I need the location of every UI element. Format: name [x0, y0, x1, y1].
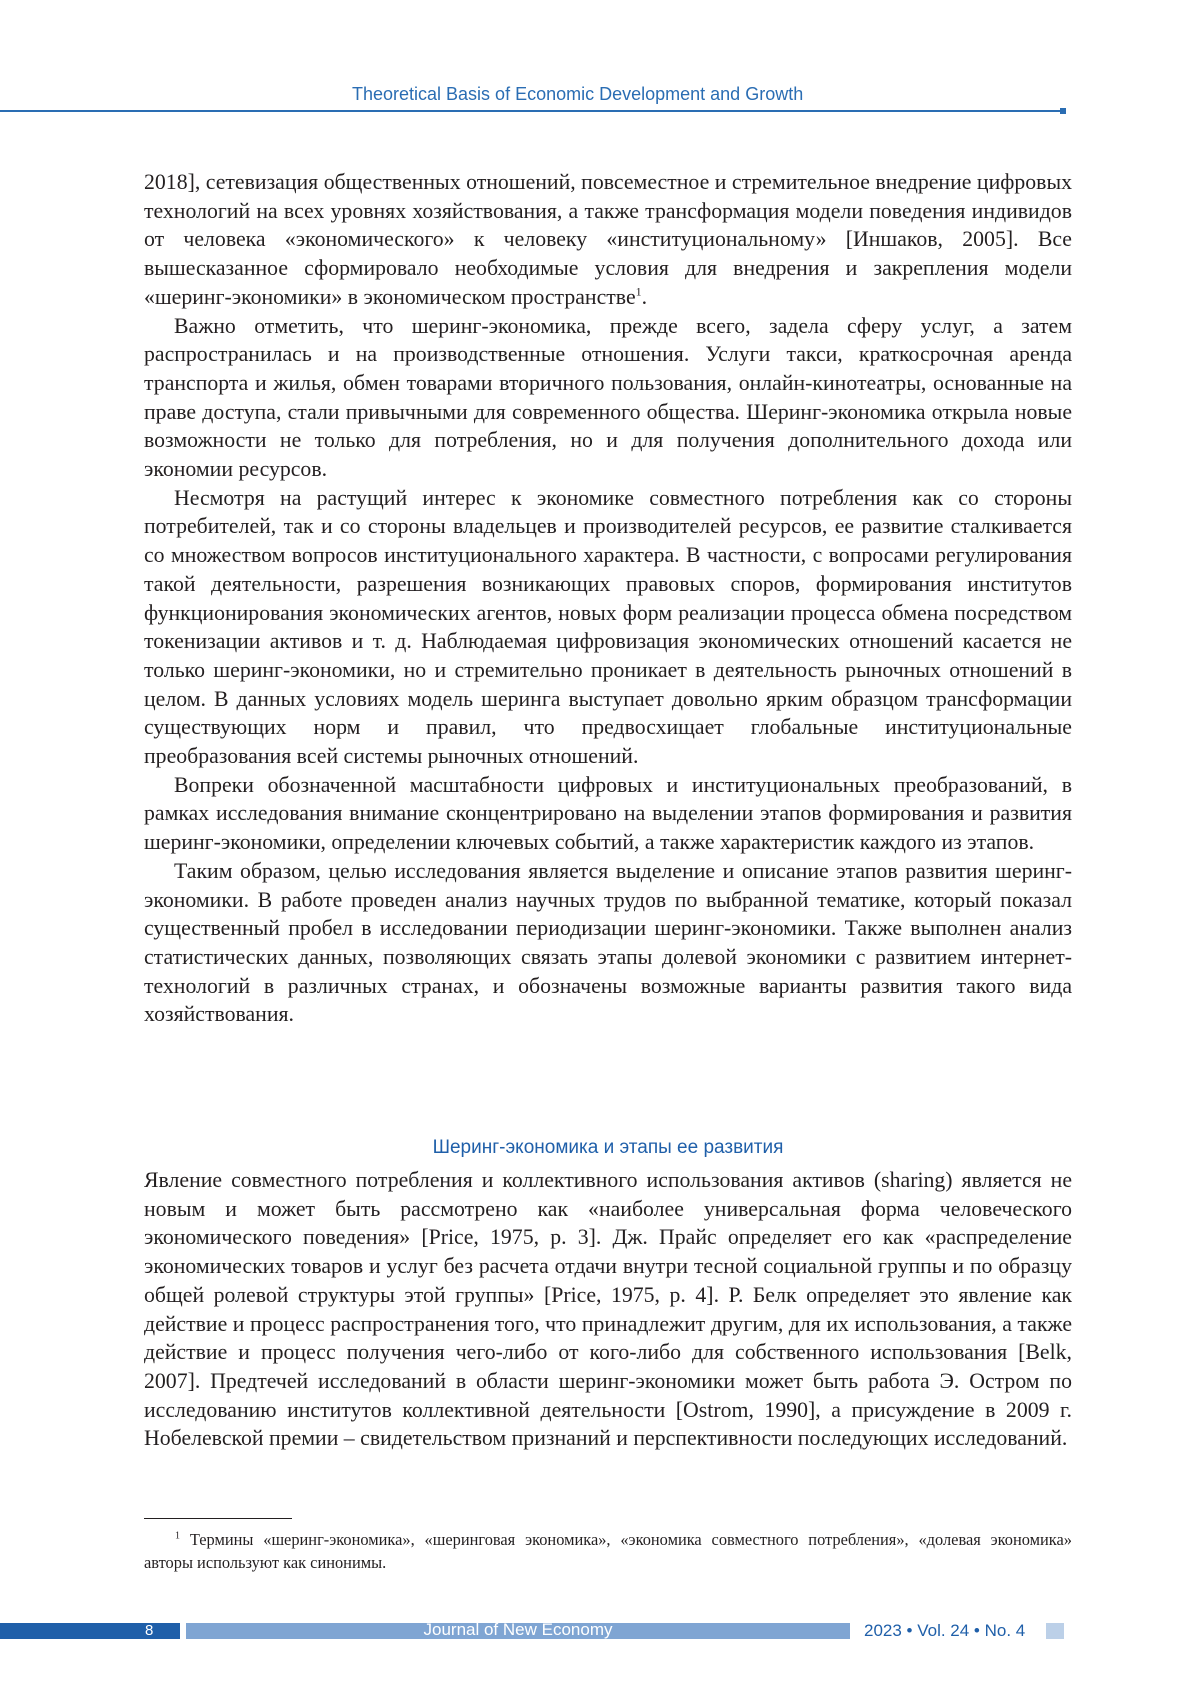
page-footer — [0, 1621, 1200, 1641]
journal-name: Journal of New Economy — [423, 1620, 613, 1639]
section-body — [144, 1166, 1072, 1453]
footnote-mark: 1 — [175, 1530, 180, 1542]
header-rule-end-marker — [1060, 108, 1066, 114]
paragraph-2: Важно отметить, что шеринг-экономика, прежде всего, задела сферу услуг, а затем распространилась и на производственные отношения. Услуги такси, краткосрочная аренда транспорта и жилья, обмен товарами вторичного пользования, онлайн-кинотеатры, основанные на праве доступа, стали привычными для современного общества. Шеринг-экономика открыла новые возможности не только для потребления, но и для получения дополнительного дохода или экономии ресурсов. — [144, 313, 1072, 482]
paragraph-3: Несмотря на растущий интерес к экономике совместного потребления как со стороны потребителей, так и со стороны владельцев и производителей ресурсов, ее развитие сталкивается со множеством вопросов институционального характера. В частности, с вопросами регулирования такой деятельности, разрешения возникающих правовых споров, формирования институтов функционирования экономических агентов, новых форм реализации процесса обмена посредством токенизации активов и т. д. Наблюдаемая цифровизация экономических отношений касается не только шеринг-экономики, но и стремительно проникает в деятельность рыночных отношений в целом. В данных условиях модель шеринга выступает довольно ярким образцом трансформации существующих норм и правил, что предвосхищает глобальные институциональные преобразования всей системы рыночных отношений. — [144, 485, 1072, 769]
intro-body — [144, 168, 1072, 1029]
page-number: 8 — [145, 1622, 154, 1639]
paragraph-1: 2018], сетевизация общественных отношений, повсеместное и стремительное внедрение цифровых технологий на всех уровнях хозяйствования, а также трансформация модели поведения индивидов от человека «экономического» к человеку «институциональному» [Иншаков, 2005]. Все вышесказанное сформировало необходимые условия для внедрения и закрепления модели «шеринг-экономики» в экономическом пространстве$^1$. — [144, 170, 1072, 309]
section-heading: Шеринг-экономика и этапы ее развития — [432, 1137, 784, 1158]
footnote-reference[interactable]: 1 — [635, 284, 642, 299]
issue-info: 2023 • Vol. 24 • No. 4 — [864, 1621, 1026, 1640]
section-paragraph: Явление совместного потребления и коллективного использования активов (sharing) является не новым и может быть рассмотрено как «наиболее универсальная форма человеческого экономического поведения» [Price, 1975, p. 3]. Дж. Прайс определяет его как «распределение экономических товаров и услуг без расчета отдачи внутри тесной социальной группы и по образцу общей ролевой структуры этой группы» [Price, 1975, p. 4]. Р. Белк определяет это явление как действие и процесс распространения того, что принадлежит другим, для их использования, а также действие и процесс получения чего-либо от кого-либо для собственного использования [Belk, 2007]. Предтечей исследований в области шеринг-экономики может быть работа Э. Остром по исследованию институтов коллективной деятельности [Ostrom, 1990], а присуждение в 2009 г. Нобелевской премии – свидетельством признаний и перспективности последующих исследований. — [144, 1168, 1072, 1451]
footnote — [144, 1528, 1072, 1574]
footnote-text: Термины «шеринг-экономика», «шеринговая экономика», «экономика совместного потребления», «долевая экономика» авторы используют как синонимы. — [144, 1530, 1072, 1572]
paragraph-5: Таким образом, целью исследования является выделение и описание этапов развития шеринг-экономики. В работе проведен анализ научных трудов по выбранной тематике, который показал существенный пробел в исследовании периодизации шеринг-экономики. Также выполнен анализ статистических данных, позволяющих связать этапы долевой экономики с развитием интернет-технологий в различных странах, и обозначены возможные варианты развития такого вида хозяйствования. — [144, 858, 1072, 1027]
footer-square-marker — [1046, 1623, 1064, 1639]
footnote-separator — [144, 1518, 292, 1519]
running-title: Theoretical Basis of Economic Development and Growth — [352, 84, 804, 104]
paragraph-4: Вопреки обозначенной масштабности цифровых и институциональных преобразований, в рамках исследования внимание сконцентрировано на выделении этапов формирования и развития шеринг-экономики, определении ключевых событий, а также характеристик каждого из этапов. — [144, 772, 1072, 855]
header-rule — [0, 110, 1062, 112]
